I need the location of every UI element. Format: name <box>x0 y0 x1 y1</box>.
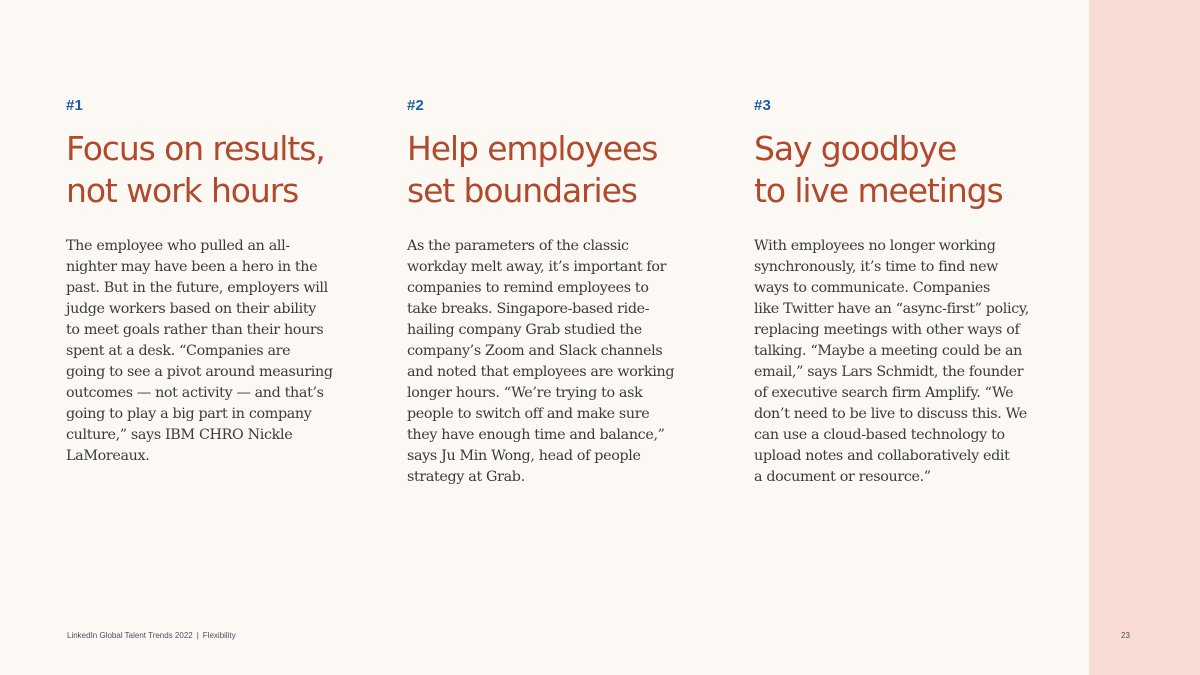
section-body <box>407 236 707 488</box>
body-line: email,” says Lars Schmidt, the founder <box>754 364 1024 380</box>
footer-caption <box>67 630 236 642</box>
footer-section: Flexibility <box>202 631 236 640</box>
body-line: nighter may have been a hero in the <box>66 259 318 275</box>
section-body <box>66 236 366 467</box>
body-line: they have enough time and balance,” <box>407 427 665 443</box>
page-number: 23 <box>1121 631 1130 640</box>
body-line: With employees no longer working <box>754 238 996 254</box>
section-number: #3 <box>754 97 772 114</box>
body-line: culture,” says IBM CHRO Nickle <box>66 427 293 443</box>
body-line: people to switch off and make sure <box>407 406 650 422</box>
heading-line: Say goodbye <box>754 129 957 168</box>
body-line: LaMoreaux. <box>66 448 150 464</box>
body-line: to meet goals rather than their hours <box>66 322 324 338</box>
body-line: synchronously, it’s time to find new <box>754 259 999 275</box>
section-number: #1 <box>66 97 84 114</box>
heading-line: not work hours <box>66 171 299 210</box>
body-line: a document or resource.” <box>754 469 931 485</box>
section-heading <box>407 128 707 212</box>
body-line: like Twitter have an “async-first” policy, <box>754 301 1029 317</box>
section-body <box>754 236 1059 488</box>
heading-line: set boundaries <box>407 171 637 210</box>
footer-separator: | <box>196 631 199 640</box>
body-line: can use a cloud-based technology to <box>754 427 1005 443</box>
body-line: As the parameters of the classic <box>407 238 629 254</box>
body-line: outcomes — not activity — and that’s <box>66 385 324 401</box>
decorative-side-panel <box>1089 0 1200 675</box>
heading-line: to live meetings <box>754 171 1003 210</box>
body-line: don’t need to be live to discuss this. We <box>754 406 1027 422</box>
body-line: replacing meetings with other ways of <box>754 322 1020 338</box>
body-line: take breaks. Singapore-based ride- <box>407 301 650 317</box>
body-line: longer hours. “We’re trying to ask <box>407 385 643 401</box>
body-line: company’s Zoom and Slack channels <box>407 343 663 359</box>
body-line: talking. “Maybe a meeting could be an <box>754 343 1023 359</box>
body-line: past. But in the future, employers will <box>66 280 328 296</box>
body-line: The employee who pulled an all- <box>66 238 290 254</box>
section-heading <box>66 128 366 212</box>
footer-publication: LinkedIn Global Talent Trends 2022 <box>67 631 193 640</box>
body-line: hailing company Grab studied the <box>407 322 642 338</box>
body-line: and noted that employees are working <box>407 364 675 380</box>
body-line: going to play a big part in company <box>66 406 312 422</box>
section-heading <box>754 128 1059 212</box>
body-line: of executive search firm Amplify. “We <box>754 385 1014 401</box>
body-line: upload notes and collaboratively edit <box>754 448 1010 464</box>
body-line: judge workers based on their ability <box>66 301 316 317</box>
heading-line: Help employees <box>407 129 658 168</box>
section-2 <box>407 96 707 488</box>
body-line: strategy at Grab. <box>407 469 525 485</box>
body-line: ways to communicate. Companies <box>754 280 991 296</box>
section-3 <box>754 96 1059 488</box>
body-line: going to see a pivot around measuring <box>66 364 333 380</box>
section-1 <box>66 96 366 467</box>
body-line: spent at a desk. “Companies are <box>66 343 291 359</box>
body-line: says Ju Min Wong, head of people <box>407 448 641 464</box>
body-line: companies to remind employees to <box>407 280 649 296</box>
body-line: workday melt away, it’s important for <box>407 259 667 275</box>
heading-line: Focus on results, <box>66 129 325 168</box>
section-number: #2 <box>407 97 425 114</box>
